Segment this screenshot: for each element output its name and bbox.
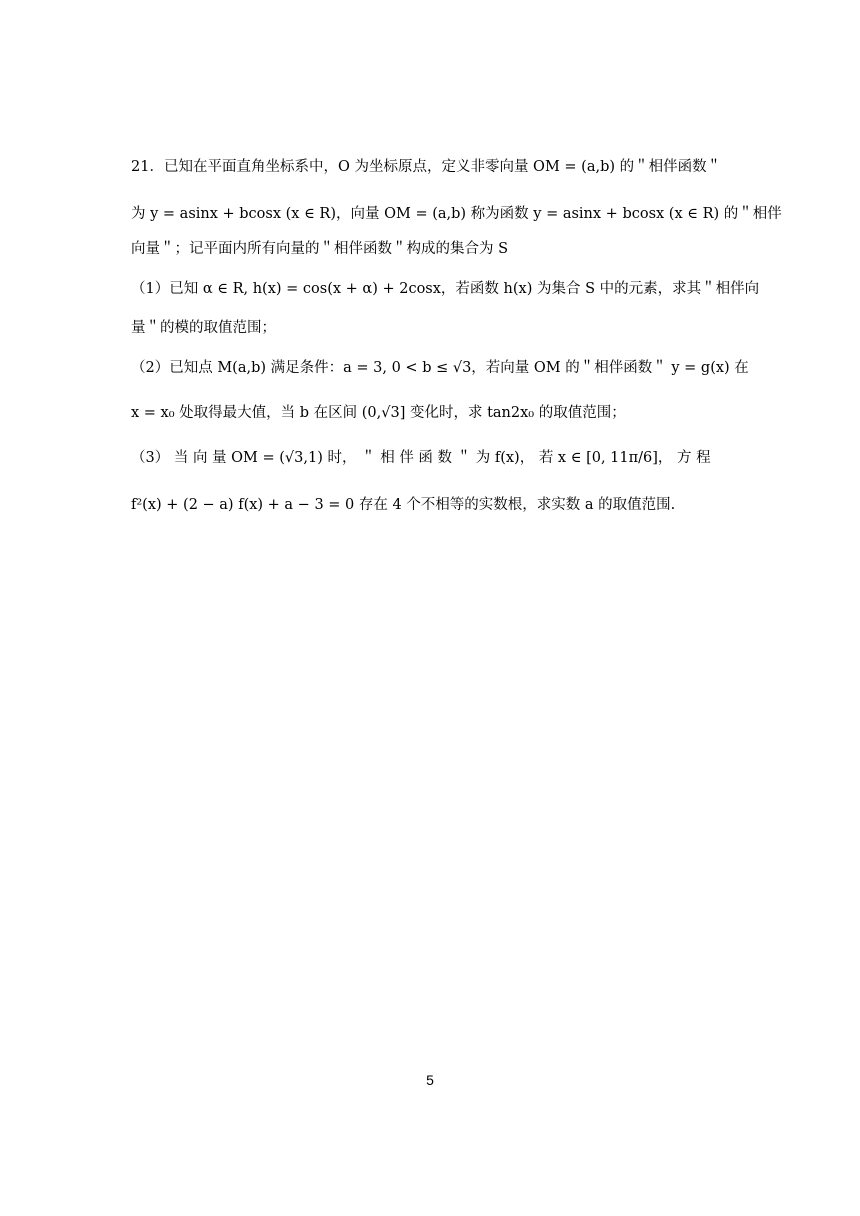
page-number: 5 xyxy=(426,1072,434,1088)
problem-line: x = x₀ 处取得最大值，当 b 在区间 (0,√3] 变化时，求 tan2x₀ 的取值范围； xyxy=(131,405,626,421)
problem-line: （2）已知点 M(a,b) 满足条件：a = 3, 0 < b ≤ √3，若向量 OM 的＂相伴函数＂ y = g(x) 在 xyxy=(131,360,749,376)
problem-line: 向量＂；记平面内所有向量的＂相伴函数＂构成的集合为 S xyxy=(131,241,509,257)
problem-line: 量＂的模的取值范围； xyxy=(131,320,276,336)
problem-line: （1）已知 α ∈ R, h(x) = cos(x + α) + 2cosx，若函数 h(x) 为集合 S 中的元素，求其＂相伴向 xyxy=(131,281,760,297)
problem-line: 为 y = asinx + bcosx (x ∈ R)，向量 OM = (a,b) 称为函数 y = asinx + bcosx (x ∈ R) 的＂相伴 xyxy=(131,206,782,222)
problem-line: f²(x) + (2 − a) f(x) + a − 3 = 0 存在 4 个不相等的实数根，求实数 a 的取值范围. xyxy=(131,497,676,513)
problem-line: 21．已知在平面直角坐标系中，O 为坐标原点，定义非零向量 OM = (a,b) 的＂相伴函数＂ xyxy=(131,159,722,175)
problem-line: （3） 当 向 量 OM = (√3,1) 时， ＂ 相 伴 函 数 ＂ 为 f(x)， 若 x ∈ [0, 11π/6]， 方 程 xyxy=(131,450,711,466)
